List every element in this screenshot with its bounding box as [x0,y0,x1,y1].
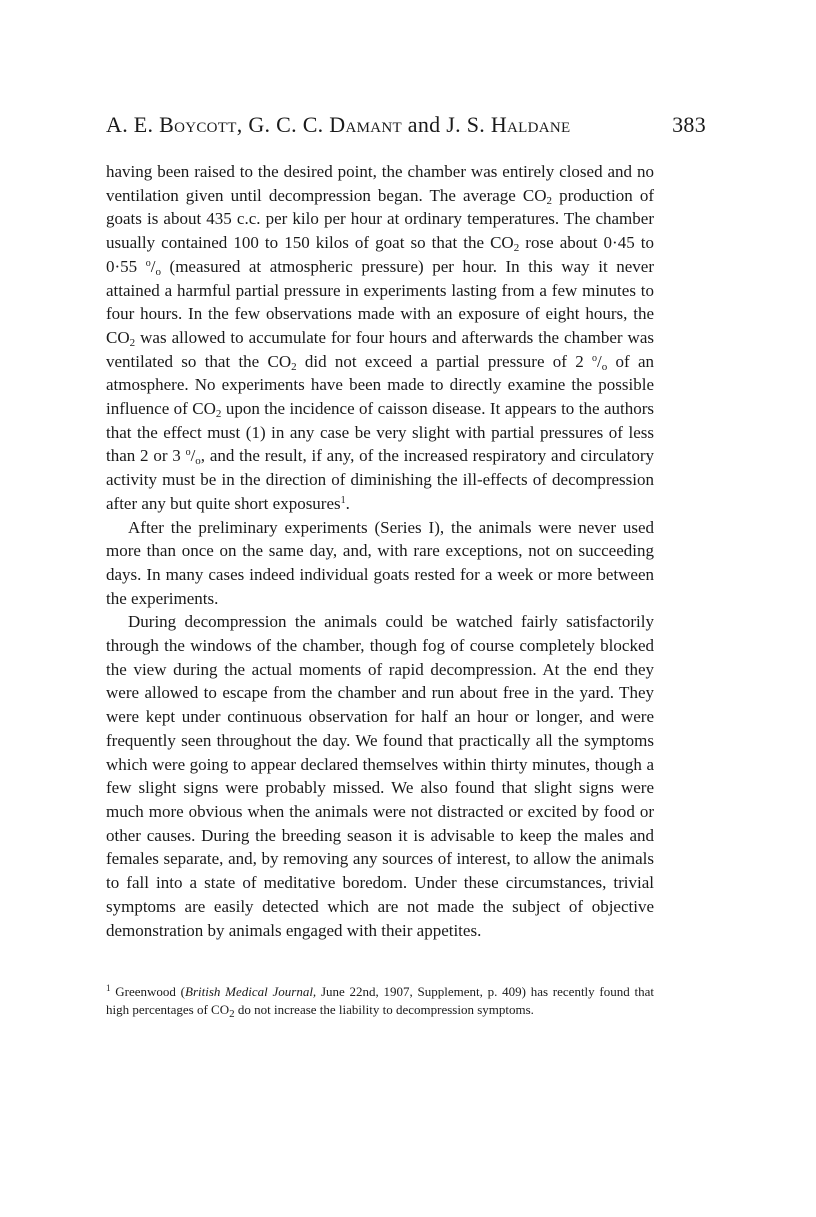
footnote [106,983,654,1018]
running-head [106,112,706,138]
running-head-part: , G. C. C. D [236,112,346,137]
paragraph-2: After the preliminary experiments (Series I), the animals were never used more than once on the same day, and, with rare exceptions, not on succeeding days. In many cases indeed individual goats rested for a week or more between the experiments. [106,517,654,608]
running-head-part: A. E. B [106,112,175,137]
running-head-authors [106,112,571,137]
running-head-part: oycott [174,112,237,137]
paragraph-3: During decompression the animals could be watched fairly satisfactorily through the windows of the chamber, though fog of course completely blocked the view during the actual moments of rapid decompression. At the end they were allowed to escape from the chamber and run about free in the yard. They were kept under continuous observation for half an hour or longer, and were frequently seen throughout the day. We found that practically all the symptoms which were going to appear declared themselves within thirty minutes, though a few slight signs were probably missed. We also found that slight signs were much more obvious when the animals were not distracted or excited by food or other causes. During the breeding season it is advisable to keep the males and females separate, and, by removing any sources of interest, to allow the animals to fall into a state of meditative boredom. Under these circumstances, trivial symptoms are easily detected which are not made the subject of objective demonstration by animals engaged with their appetites. [106,612,654,940]
paragraph-1: having been raised to the desired point, the chamber was entirely closed and no ventilation given until decompression began. The average $CO_2$ production of goats is about 435 c.c. per kilo per hour at ordinary temperatures. The chamber usually contained 100 to 150 kilos of goat so that the $CO_2$ rose about 0·45 to 0·55 $^o/_o$ (measured at atmospheric pressure) per hour. In this way it never attained a harmful partial pressure in experiments lasting from a few minutes to four hours. In the few observations made with an exposure of eight hours, the $CO_2$ was allowed to accumulate for four hours and afterwards the chamber was ventilated so that the $CO_2$ did not exceed a partial pressure of 2 $^o/_o$ of an atmosphere. No experiments have been made to directly examine the possible influence of $CO_2$ upon the incidence of caisson disease. It appears to the authors that the effect must (1) in any case be very slight with partial pressures of less than 2 or 3 $^o/_o$, and the result, if any, of the increased respiratory and circulatory activity must be in the direction of diminishing the ill-effects of decompression after any but quite short exposures$^1$. [106,162,654,513]
running-head-part: and J. S. H [401,112,508,137]
footnote-mark: 1 [106,983,111,993]
body-text [106,160,654,942]
footnote-text: Greenwood (British Medical Journal, June 22nd, 1907, Supplement, p. 409) has recently found that high percentages of $CO_2$ do not increase the liability to decompression symptoms. [106,984,654,1020]
page-number: 383 [672,112,706,137]
running-head-part: amant [345,112,402,137]
running-head-part: aldane [507,112,571,137]
